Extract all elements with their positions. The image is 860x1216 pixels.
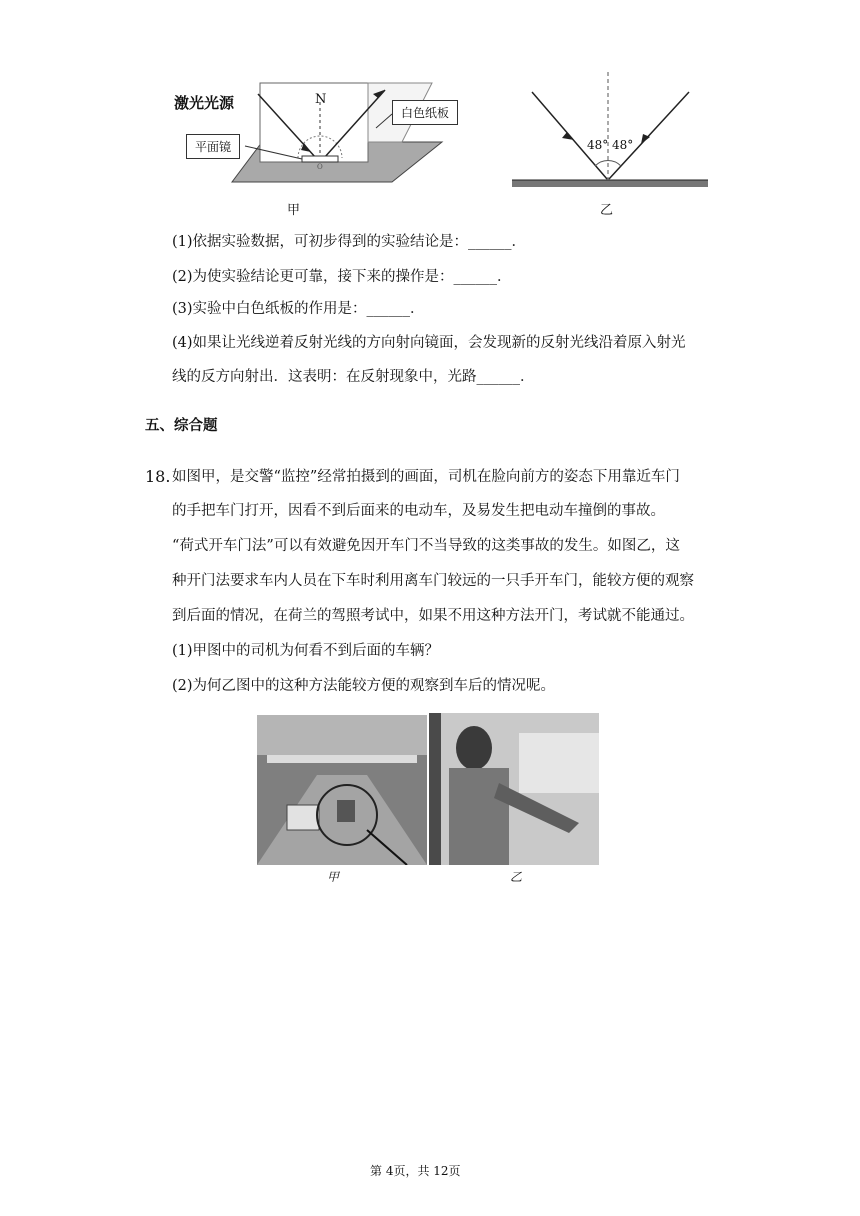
photo-dutch-reach-yi — [429, 713, 599, 865]
q18-line-2: 的手把车门打开，因看不到后面来的电动车，及易发生把电动车撞倒的事故。 — [172, 503, 665, 519]
q18-line-4: 种开门法要求车内人员在下车时利用离车门较远的一只手开车门，能较方便的观察 — [172, 573, 694, 589]
page-footer: 第 4页，共 12页 — [370, 1164, 461, 1178]
white-board-label: 白色纸板 — [392, 100, 458, 125]
q18-line-1: 如图甲，是交警“监控”经常拍摄到的画面，司机在脸向前方的姿态下用靠近车门 — [172, 469, 680, 485]
point-o-label: O — [317, 163, 323, 171]
reflection-angle-diagram — [512, 70, 712, 190]
figure-jia — [170, 80, 490, 220]
surveillance-scene-image — [257, 715, 427, 865]
photo-surveillance-jia — [257, 715, 427, 865]
plane-mirror-label: 平面镜 — [186, 134, 240, 159]
q17-item-3: (3)实验中白色纸板的作用是：______． — [172, 301, 425, 317]
laser-source-label: 激光光源 — [174, 94, 235, 112]
q18-sub-2: (2)为何乙图中的这种方法能较方便的观察到车后的情况呢。 — [172, 678, 556, 694]
figure-yi — [512, 70, 712, 220]
photo-caption-yi: 乙 — [510, 870, 523, 884]
q18-line-5: 到后面的情况，在荷兰的驾照考试中，如果不用这种方法开门，考试就不能通过。 — [172, 608, 694, 624]
q17-item-1: (1)依据实验数据，可初步得到的实验结论是：______． — [172, 234, 527, 250]
q17-item-4: (4)如果让光线逆着反射光线的方向射向镜面，会发现新的反射光线沿着原入射光 — [172, 335, 686, 351]
figure-yi-caption: 乙 — [600, 203, 614, 218]
photo-caption-jia: 甲 — [327, 870, 340, 884]
angle-left-label: 48° — [587, 138, 609, 152]
q17-item-4-cont: 线的反方向射出．这表明：在反射现象中，光路______． — [172, 369, 535, 385]
q18-line-3: “荷式开车门法”可以有效避免因开车门不当导致的这类事故的发生。如图乙，这 — [172, 538, 680, 554]
q17-item-2: (2)为使实验结论更可靠，接下来的操作是：______． — [172, 269, 512, 285]
q18-sub-1: (1)甲图中的司机为何看不到后面的车辆？ — [172, 643, 440, 659]
driver-scene-image — [429, 713, 599, 865]
figure-jia-caption: 甲 — [287, 203, 301, 218]
angle-right-label: 48° — [612, 138, 634, 152]
section-title: 五、综合题 — [145, 417, 218, 434]
q18-number: 18. — [145, 467, 171, 486]
normal-n-label: N — [315, 92, 327, 107]
